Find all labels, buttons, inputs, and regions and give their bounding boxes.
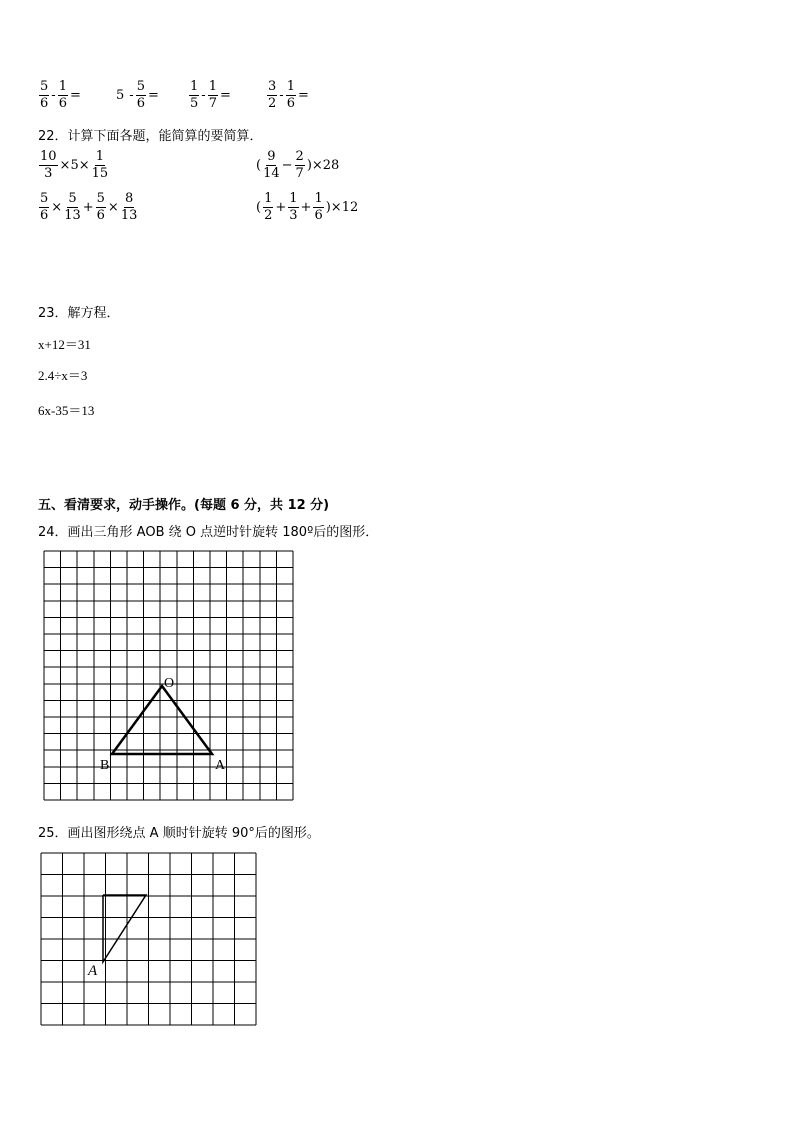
- label-b: B: [100, 758, 110, 773]
- fraction: $\frac{2}{7}$: [295, 149, 304, 181]
- right-triangle-shape: [103, 895, 146, 962]
- question-23-title: 23．解方程．: [38, 306, 120, 321]
- fraction: $\frac{9}{14}$: [263, 149, 280, 181]
- section-5-heading: 五、看清要求，动手操作。(每题 6 分，共 12 分): [38, 498, 330, 513]
- label-a: A: [215, 758, 226, 773]
- expr-4: $\frac{3}{2}$ - $\frac{1}{6}$ =: [268, 79, 309, 111]
- fraction: $\frac{1}{6}$: [58, 79, 67, 111]
- equation-row-1: [38, 80, 82, 110]
- q22-expr-a: $\frac{10}{3}$ ×5× $\frac{1}{15}$: [40, 149, 109, 181]
- equation-2: 2.4÷x＝3: [38, 368, 88, 383]
- expr-1: $\frac{5}{6}$ - $\frac{1}{6}$ =: [40, 79, 81, 111]
- fraction: $\frac{1}{5}$: [190, 79, 199, 111]
- question-24-title: 24．画出三角形 AOB 绕 O 点逆时针旋转 180º后的图形．: [38, 525, 379, 540]
- fraction: $\frac{3}{2}$: [268, 79, 277, 111]
- question-22-title: 22．计算下面各题，能简算的要简算．: [38, 129, 263, 144]
- fraction: $\frac{1}{6}$: [314, 191, 323, 223]
- grid-figure-24: [40, 550, 300, 808]
- question-25-title: 25．画出图形绕点 A 顺时针旋转 90°后的图形。: [38, 826, 320, 841]
- expr-2: 5 - $\frac{5}{6}$ =: [116, 79, 159, 111]
- fraction: $\frac{1}{3}$: [289, 191, 298, 223]
- q22-expr-d: ( $\frac{1}{2}$ + $\frac{1}{3}$ + $\frac{1}{6}$ )×12: [256, 191, 359, 223]
- fraction: $\frac{5}{6}$: [136, 79, 145, 111]
- label-a: A: [88, 963, 98, 979]
- fraction: $\frac{5}{13}$: [64, 191, 81, 223]
- fraction: $\frac{1}{2}$: [264, 191, 273, 223]
- equation-1: x+12＝31: [38, 337, 91, 352]
- equation-3: 6x-35＝13: [38, 403, 95, 418]
- fraction: $\frac{1}{7}$: [208, 79, 217, 111]
- fraction: $\frac{8}{13}$: [120, 191, 138, 223]
- fraction: $\frac{5}{6}$: [96, 191, 105, 223]
- fraction: $\frac{5}{6}$: [40, 191, 49, 223]
- fraction: $\frac{10}{3}$: [40, 149, 57, 181]
- fraction: $\frac{5}{6}$: [40, 79, 49, 111]
- fraction: $\frac{1}{6}$: [286, 79, 295, 111]
- fraction: $\frac{1}{15}$: [91, 149, 109, 181]
- q22-expr-c: $\frac{5}{6}$ × $\frac{5}{13}$ + $\frac{5}{6}$ × $\frac{8}{13}$: [40, 191, 138, 223]
- grid-figure-25: [38, 850, 258, 1028]
- expr-3: $\frac{1}{5}$ - $\frac{1}{7}$ =: [190, 79, 231, 111]
- q22-expr-b: ( $\frac{9}{14}$ − $\frac{2}{7}$ )×28: [256, 149, 340, 181]
- label-o: O: [164, 676, 175, 691]
